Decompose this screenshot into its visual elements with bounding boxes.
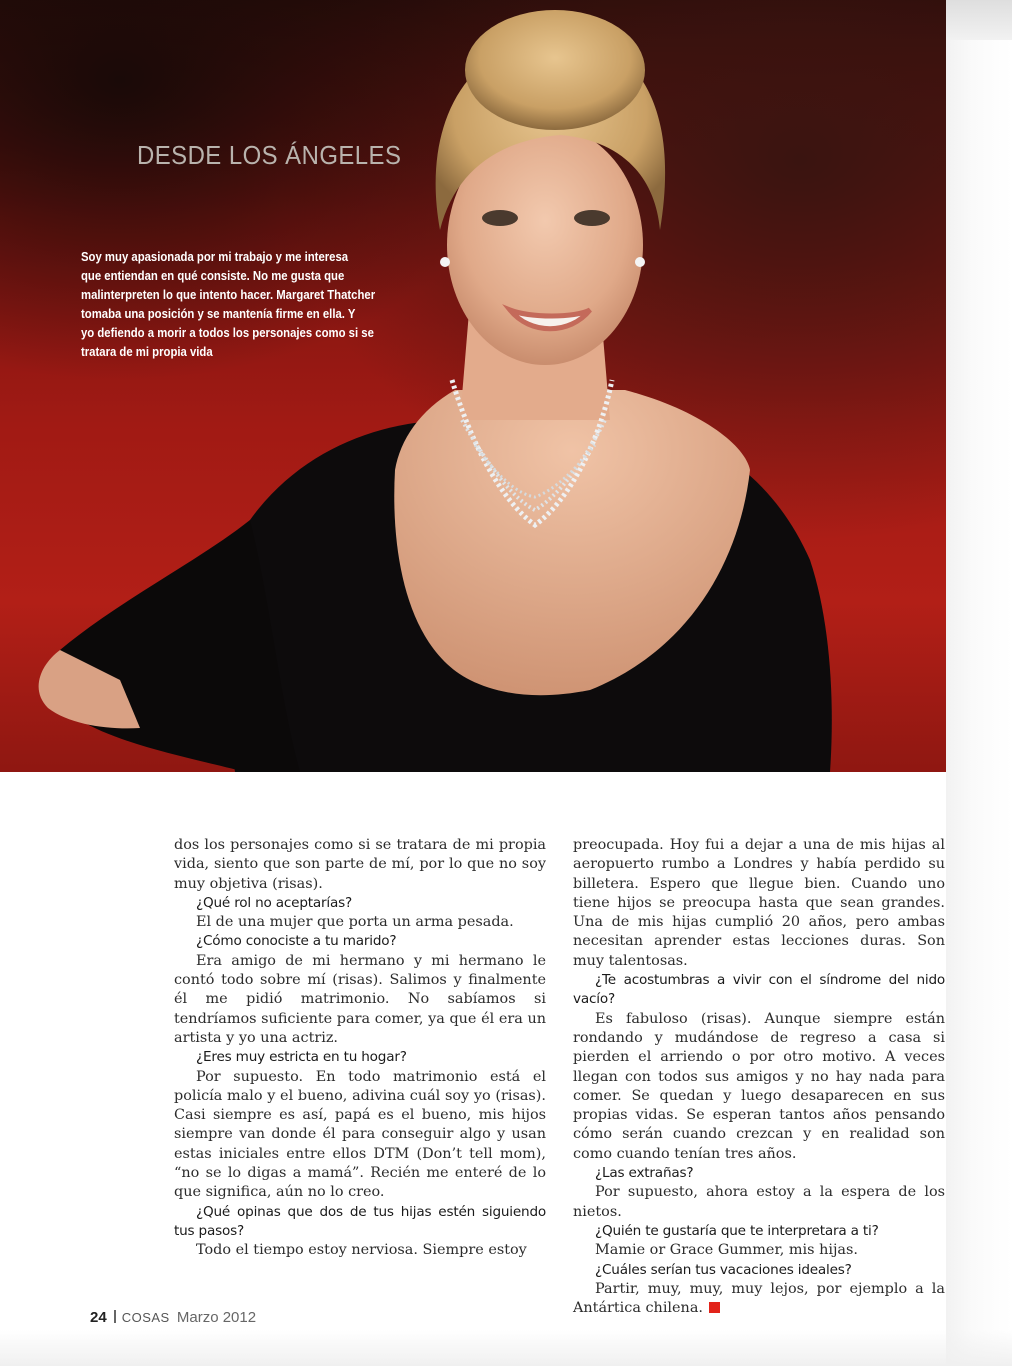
pull-quote-line: malinterpreten lo que intento hacer. Margaret Thatcher xyxy=(81,288,376,302)
pull-quote-line: tomaba una posición y se mantenía firme en ella. Y xyxy=(81,307,356,321)
interview-answer: El de una mujer que porta un arma pesada. xyxy=(196,914,514,931)
page-number: 24 xyxy=(90,1309,107,1326)
issue-date: Marzo 2012 xyxy=(176,1309,257,1326)
pull-quote-line: yo defiendo a morir a todos los personajes como si se xyxy=(81,326,374,340)
page-edge-shade xyxy=(946,0,1012,1366)
interview-answer: Por supuesto. En todo matrimonio está el policía malo y el bueno, adivina cuál soy yo (risas). Casi siempre es así, papá es el bueno, mis hijos siempre van donde él para conseguir algo y usan estas iniciales entre ellos DTM (Don’t tell mom), “no se lo digas a mamá”. Recién me enteré de lo que significa, aún no lo creo. xyxy=(174,1068,546,1201)
pull-quote-line: que entiendan en qué consiste. No me gusta que xyxy=(81,269,345,283)
pull-quote-line: tratara de mi propia vida xyxy=(81,345,213,359)
interview-answer: Era amigo de mi hermano y mi hermano le contó todo sobre mí (risas). Salimos y finalmente él me pidió matrimonio. No sabíamos si tendríamos suficiente para comer, ya que él era un artista y yo una actriz. xyxy=(174,952,546,1046)
page-corner-shade xyxy=(946,0,1012,40)
interview-question: ¿Cuáles serían tus vacaciones ideales? xyxy=(595,1261,852,1278)
interview-answer: Mamie or Grace Gummer, mis hijas. xyxy=(595,1242,858,1259)
interview-answer: Es fabuloso (risas). Aunque siempre están rondando y mudándose de regreso a casa si pierden el arriendo o por otro motivo. A veces llegan con todos sus amigos y no hay nada para comer. Se quedan y luego desaparecen en sus propias vidas. Se esperan tantos años pensando cómo serán cuando crezcan y en realidad son como cuando tenían tres años. xyxy=(573,1010,945,1162)
interview-question: ¿Quién te gustaría que te interpretara a ti? xyxy=(595,1222,879,1239)
end-of-article-mark xyxy=(709,1302,720,1313)
pull-quote-line: Soy muy apasionada por mi trabajo y me interesa xyxy=(81,250,349,264)
interview-answer xyxy=(573,1280,945,1319)
interview-question: ¿Qué rol no aceptarías? xyxy=(196,894,353,911)
section-title: DESDE LOS ÁNGELES xyxy=(137,140,402,170)
page-footer xyxy=(90,1309,256,1326)
interview-answer: Por supuesto, ahora estoy a la espera de los nietos. xyxy=(573,1184,945,1220)
interview-question: ¿Qué opinas que dos de tus hijas estén siguiendo tus pasos? xyxy=(174,1203,546,1239)
interview-question: ¿Eres muy estricta en tu hogar? xyxy=(196,1049,407,1066)
folio-separator xyxy=(114,1310,116,1323)
magazine-name: COSAS xyxy=(121,1310,170,1325)
hair-bun xyxy=(465,10,645,130)
paragraph: preocupada. Hoy fui a dejar a una de mis hijas al aeropuerto rumbo a Londres y había perdido su billetera. Espero que llegue bien. Cuando uno tiene hijos se preocupa hasta que sean grandes. Una de mis hijas cumplió 20 años, pero ambas necesitan aprender estas lecciones duras. Son muy talentosas. xyxy=(573,837,945,969)
interview-answer: Todo el tiempo estoy nerviosa. Siempre estoy xyxy=(196,1242,527,1259)
interview-question: ¿Cómo conociste a tu marido? xyxy=(196,933,397,950)
article-column-right xyxy=(573,836,945,1318)
interview-question: ¿Te acostumbras a vivir con el síndrome del nido vacío? xyxy=(573,972,945,1008)
page-bottom-shade xyxy=(0,1330,1012,1366)
paragraph: dos los personajes como si se tratara de mi propia vida, siento que son parte de mí, por lo que no soy muy objetiva (risas). xyxy=(174,837,546,892)
interview-question: ¿Las extrañas? xyxy=(595,1165,694,1182)
final-answer-text: Partir, muy, muy, muy lejos, por ejemplo a la Antártica chilena. xyxy=(573,1280,945,1317)
pull-quote xyxy=(81,248,376,362)
article-column-left xyxy=(174,836,546,1261)
